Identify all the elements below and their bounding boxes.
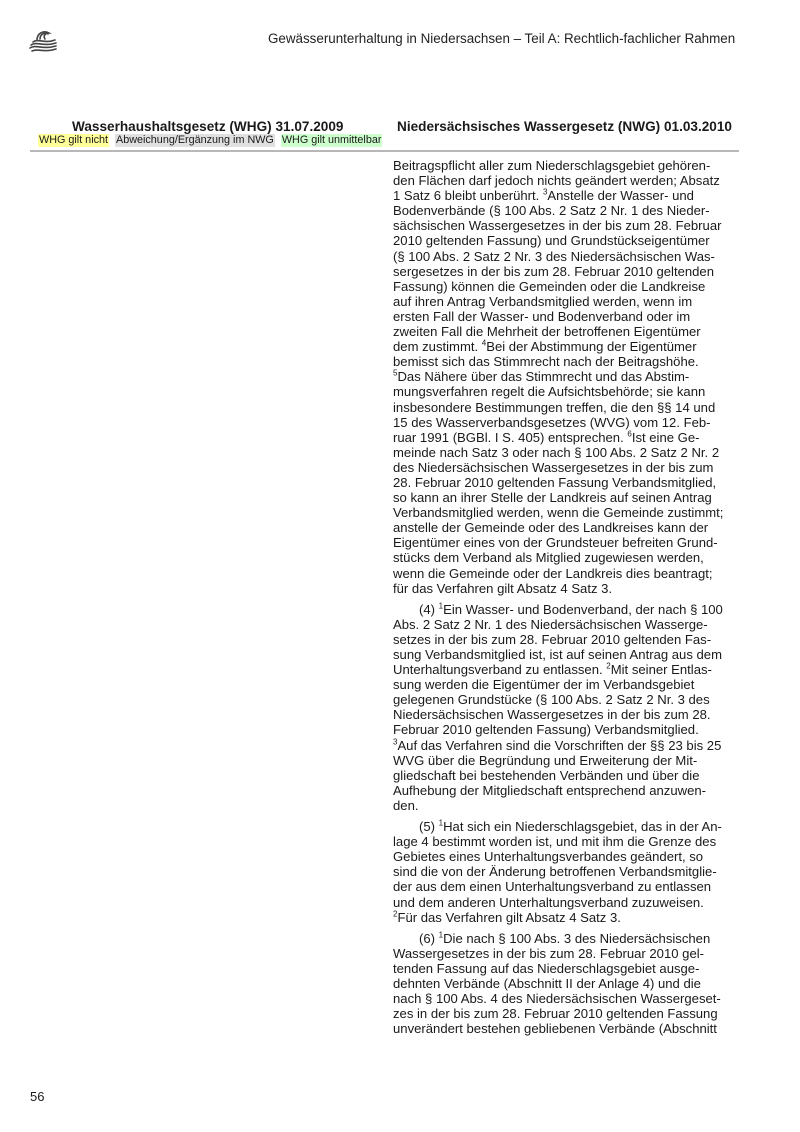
column-title-nwg: Niedersächsisches Wassergesetz (NWG) 01.03.2010 xyxy=(397,119,732,134)
text-line: 1 Satz 6 bleibt unberührt. $^3$Anstelle der Wasser- und xyxy=(393,187,694,204)
text-line: unverändert bestehen gebliebenen Verbände (Abschnitt xyxy=(393,1021,717,1037)
text-line: den Flächen darf jedoch nichts geändert werden; Absatz xyxy=(393,173,720,189)
paragraph-6 xyxy=(393,931,738,1037)
paragraph-4 xyxy=(393,602,738,813)
paragraph-continuation xyxy=(393,158,738,596)
legend-whg-gilt-unmittelbar: WHG gilt unmittelbar xyxy=(281,134,382,146)
text-line: 15 des Wasserverbandsgesetzes (WVG) vom 12. Feb- xyxy=(393,414,711,430)
column-title-whg: Wasserhaushaltsgesetz (WHG) 31.07.2009 xyxy=(72,119,344,134)
text-line: ersten Fall der Wasser- und Bodenverband oder im xyxy=(393,308,691,324)
text-line: Eigentümer eines von der Grundsteuer befreiten Grund- xyxy=(393,535,718,551)
sentence-number: 5 xyxy=(393,368,398,378)
nwg-text-column xyxy=(393,158,738,1042)
text-line: nach § 100 Abs. 4 des Niedersächsischen Wassergeset- xyxy=(393,991,721,1007)
text-line: gliedschaft bei bestehenden Verbänden und über die xyxy=(393,767,700,783)
text-line: Aufhebung der Mitgliedschaft entsprechend anzuwen- xyxy=(393,782,706,798)
color-legend xyxy=(38,134,382,147)
text-line: sung werden die Eigentümer der im Verbandsgebiet xyxy=(393,677,695,693)
text-line: dehnten Verbände (Abschnitt II der Anlage 4) und die xyxy=(393,975,701,991)
text-line: zes in der bis zum 28. Februar 2010 geltenden Fassung xyxy=(393,1006,718,1022)
text-line: Gebietes eines Unterhaltungsverbandes geändert, so xyxy=(393,849,704,865)
text-line: Bodenverbände (§ 100 Abs. 2 Satz 2 Nr. 1 des Nieder- xyxy=(393,203,710,219)
text-line: $^2$Für das Verfahren gilt Absatz 4 Satz 3. xyxy=(393,909,621,925)
text-line: mungsverfahren regelt die Aufsichtsbehörde; sie kann xyxy=(393,384,706,400)
sentence-number: 1 xyxy=(438,601,444,611)
text-line: $^5$Das Nähere über das Stimmrecht und das Abstim- xyxy=(393,368,690,385)
text-line: Unterhaltungsverband zu entlassen. $^2$Mit seiner Entlas- xyxy=(393,661,712,678)
sentence-number: 6 xyxy=(627,429,632,439)
text-line: der aus dem einen Unterhaltungsverband zu entlassen xyxy=(393,879,712,895)
text-line: Abs. 2 Satz 2 Nr. 1 des Niedersächsischen Wasserge- xyxy=(393,616,708,632)
running-header: Gewässerunterhaltung in Niedersachsen – Teil A: Rechtlich-fachlicher Rahmen xyxy=(268,31,736,46)
text-line: für das Verfahren gilt Absatz 4 Satz 3. xyxy=(393,580,613,596)
text-line: sergesetzes in der bis zum 28. Februar 2010 geltenden xyxy=(393,263,714,279)
sentence-number: 2 xyxy=(393,909,398,919)
text-line: sung Verbandsmitglied ist, ist auf seinen Antrag aus dem xyxy=(393,647,722,662)
header-divider xyxy=(30,150,739,152)
sentence-number: 1 xyxy=(438,930,444,940)
sentence-number: 4 xyxy=(481,338,487,348)
text-line: 2010 geltenden Fassung) und Grundstückseigentümer xyxy=(393,233,710,249)
text-line: Niedersächsischen Wassergesetzes in der bis zum 28. xyxy=(393,707,711,723)
text-line: sächsischen Wassergesetzes in der bis zum 28. Februar xyxy=(393,218,722,234)
text-line: bemisst sich das Stimmrecht nach der Beitragshöhe. xyxy=(393,354,699,370)
text-line: so kann an ihrer Stelle der Landkreis auf seinen Antrag xyxy=(393,490,712,506)
text-line: dem zustimmt. $^4$Bei der Abstimmung der Eigentümer xyxy=(393,338,697,355)
text-line: $^3$Auf das Verfahren sind die Vorschriften der §§ 23 bis 25 xyxy=(393,737,722,753)
paragraph-5 xyxy=(393,819,738,925)
text-line: 28. Februar 2010 geltenden Fassung Verbandsmitglied, xyxy=(393,474,717,490)
text-line: (6) $^1$Die nach § 100 Abs. 3 des Niedersächsischen xyxy=(419,930,711,946)
legend-abweichung: Abweichung/Ergänzung im NWG xyxy=(116,134,274,146)
text-line: gelegenen Grundstücke (§ 100 Abs. 2 Satz 2 Nr. 3 des xyxy=(393,692,710,708)
text-line: insbesondere Bestimmungen treffen, die den §§ 14 und xyxy=(393,399,716,415)
text-line: Wassergesetzes in der bis zum 28. Februar 2010 gel- xyxy=(393,945,705,961)
text-line: tenden Fassung auf das Niederschlagsgebiet ausge- xyxy=(393,960,700,976)
text-line: setzes in der bis zum 28. Februar 2010 geltenden Fas- xyxy=(393,631,712,647)
text-line: auf ihren Antrag Verbandsmitglied werden, wenn im xyxy=(393,293,693,309)
text-line: Februar 2010 geltenden Fassung) Verbandsmitglied. xyxy=(393,722,699,738)
text-line: (4) $^1$Ein Wasser- und Bodenverband, der nach § 100 xyxy=(419,601,723,617)
text-line: Beitragspflicht aller zum Niederschlagsgebiet gehören- xyxy=(393,158,711,173)
legend-whg-gilt-nicht: WHG gilt nicht xyxy=(39,134,108,146)
text-line: sind die von der Änderung betroffenen Verbandsmitglie- xyxy=(393,864,717,880)
text-line: stücks dem Verband als Mitglied zugewiesen werden, xyxy=(393,550,704,566)
page-number: 56 xyxy=(30,1089,45,1104)
sentence-number: 2 xyxy=(606,661,611,671)
text-line: den. xyxy=(393,797,419,813)
sentence-number: 1 xyxy=(438,818,444,828)
text-line: Verbandsmitglied werden, wenn die Gemeinde zustimmt; xyxy=(393,505,724,521)
text-line: anstelle der Gemeinde oder des Landkreises kann der xyxy=(393,520,709,536)
text-line: und dem anderen Unterhaltungsverband zuzuweisen. xyxy=(393,894,704,910)
text-line: WVG über die Begründung und Erweiterung der Mit- xyxy=(393,752,698,768)
text-line: (5) $^1$Hat sich ein Niederschlagsgebiet, das in der An- xyxy=(419,818,722,835)
text-line: des Niedersächsischen Wassergesetzes in der bis zum xyxy=(393,459,714,475)
text-line: ruar 1991 (BGBl. I S. 405) entsprechen. $^6$Ist eine Ge- xyxy=(393,429,700,445)
text-line: (§ 100 Abs. 2 Satz 2 Nr. 3 des Niedersächsischen Was- xyxy=(393,248,715,264)
text-line: meinde nach Satz 3 oder nach § 100 Abs. 2 Satz 2 Nr. 2 xyxy=(393,444,720,460)
sentence-number: 3 xyxy=(542,187,548,197)
sentence-number: 3 xyxy=(393,737,398,747)
text-line: lage 4 bestimmt worden ist, und mit ihm die Grenze des xyxy=(393,834,717,850)
text-line: Fassung) können die Gemeinden oder die Landkreise xyxy=(393,278,706,294)
wave-logo-icon xyxy=(28,28,58,54)
text-line: zweiten Fall die Mehrheit der betroffenen Eigentümer xyxy=(393,324,701,340)
text-line: wenn die Gemeinde oder der Landkreis dies beantragt; xyxy=(393,565,713,581)
